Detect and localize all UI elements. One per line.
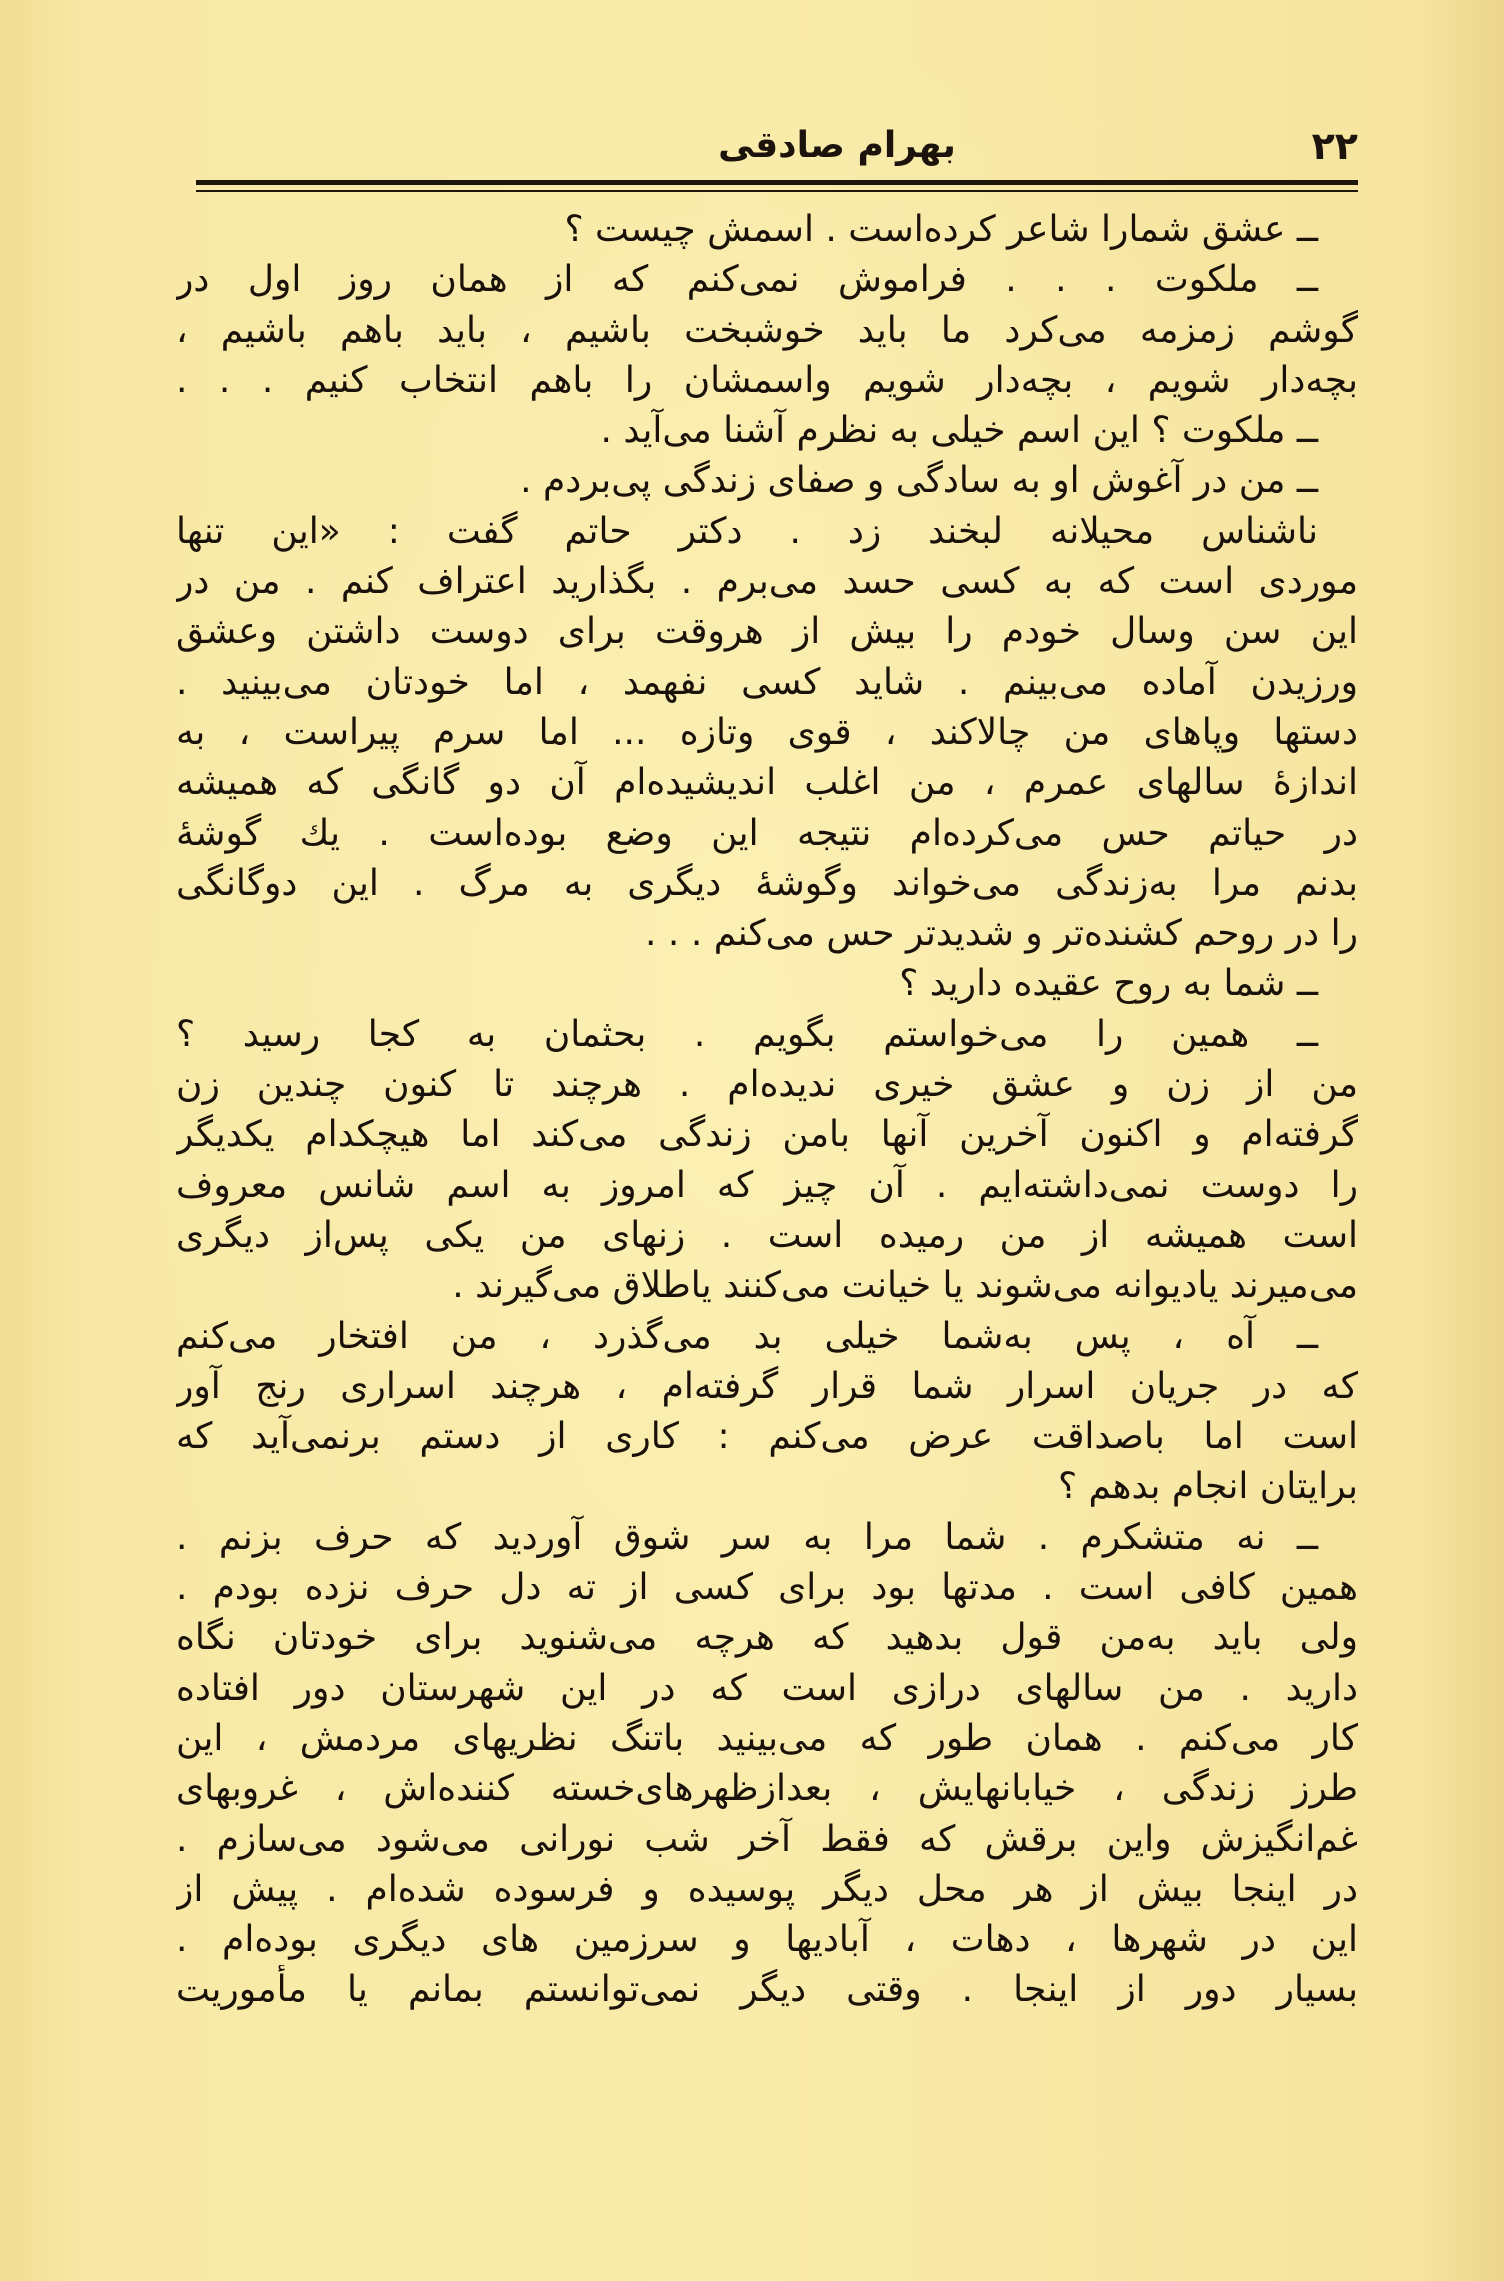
text-line: ــ آه ، پس به‌شما خیلی بد می‌گذرد ، من افتخار می‌کنم: [176, 1315, 1318, 1357]
text-line: در حیاتم حس می‌کرده‌ام نتیجه این وضع بوده‌است . یك گوشهٔ: [176, 812, 1358, 854]
text-line: ــ من در آغوش او به سادگی و صفای زندگی پی‌بردم .: [520, 460, 1318, 502]
text-line: ــ ملکوت ؟ این اسم خیلی به نظرم آشنا می‌آید .: [600, 410, 1318, 452]
text-line: اندازهٔ سالهای عمرم ، من اغلب اندیشیده‌ام آن دو گانگی که همیشه: [176, 762, 1358, 804]
header-rule-thick: [196, 180, 1358, 185]
text-line: طرز زندگی ، خیابانهایش ، بعدازظهرهای‌خسته کننده‌اش ، غروبهای: [176, 1768, 1358, 1810]
text-line: این سن وسال خودم را بیش از هروقت برای دوست داشتن وعشق: [176, 611, 1358, 653]
text-line: در اینجا بیش از هر محل دیگر پوسیده و فرسوده شده‌ام . پیش از: [176, 1868, 1358, 1910]
text-line: می‌میرند یادیوانه می‌شوند یا خیانت می‌کنند یاطلاق می‌گیرند .: [452, 1265, 1358, 1307]
body-text: [176, 205, 1358, 2016]
text-line: گوشم زمزمه می‌کرد ما باید خوشبخت باشیم ، باید باهم باشیم ،: [176, 309, 1358, 351]
text-line: من از زن و عشق خیری ندیده‌ام . هرچند تا کنون چندین زن: [176, 1064, 1358, 1106]
text-line: بدنم مرا به‌زندگی می‌خواند وگوشهٔ دیگری به مرگ . این دوگانگی: [176, 862, 1358, 904]
text-line: ــ نه متشکرم . شما مرا به سر شوق آوردید که حرف بزنم .: [176, 1516, 1318, 1558]
text-line: ورزیدن آماده می‌بینم . شاید کسی نفهمد ، اما خودتان می‌بینید .: [176, 661, 1358, 703]
text-line: که در جریان اسرار شما قرار گرفته‌ام ، هرچند اسراری رنج آور: [176, 1365, 1358, 1407]
text-line: ــ همین را می‌خواستم بگویم . بحثمان به کجا رسید ؟: [176, 1013, 1318, 1055]
text-line: کار می‌کنم . همان طور که می‌بینید باتنگ نظریهای مردمش ، این: [176, 1717, 1358, 1759]
text-line: ــ شما به روح عقیده دارید ؟: [899, 963, 1318, 1005]
text-line: ــ عشق شمارا شاعر کرده‌است . اسمش چیست ؟: [564, 209, 1318, 250]
text-line: را دوست نمی‌داشته‌ایم . آن چیز که امروز به اسم شانس معروف: [176, 1164, 1358, 1206]
text-line: است همیشه از من رمیده است . زنهای من یکی پس‌از دیگری: [176, 1214, 1358, 1256]
text-line: را در روحم کشنده‌تر و شدیدتر حس می‌کنم . . .: [645, 913, 1358, 955]
text-line: این در شهرها ، دهات ، آبادیها و سرزمین های دیگری بوده‌ام .: [176, 1919, 1358, 1961]
text-line: ــ ملکوت . . . فراموش نمی‌کنم که از همان روز اول در: [176, 259, 1318, 301]
running-title: بهرام صادقی: [718, 125, 956, 166]
text-line: موردی است که به کسی حسد می‌برم . بگذارید اعتراف کنم . من در: [176, 561, 1358, 603]
page-number: ۲۲: [1311, 124, 1358, 168]
text-line: همین کافی است . مدتها بود برای کسی از ته دل حرف نزده بودم .: [176, 1567, 1358, 1609]
text-line: بچه‌دار شویم ، بچه‌دار شویم واسمشان را باهم انتخاب کنیم . . .: [176, 359, 1358, 401]
text-line: گرفته‌ام و اکنون آخرین آنها بامن زندگی می‌کند اما هیچکدام یکدیگر: [176, 1114, 1358, 1156]
text-line: برایتان انجام بدهم ؟: [1058, 1466, 1358, 1508]
text-line: ولی باید به‌من قول بدهید که هرچه می‌شنوید برای خودتان نگاه: [176, 1617, 1358, 1659]
text-line: دارید . من سالهای درازی است که در این شهرستان دور افتاده: [176, 1667, 1358, 1709]
text-line: است اما باصداقت عرض می‌کنم : کاری از دستم برنمی‌آید که: [176, 1416, 1358, 1458]
text-line: ناشناس محیلانه لبخند زد . دکتر حاتم گفت : «این تنها: [176, 510, 1318, 552]
text-line: دستها وپاهای من چالاکند ، قوی وتازه ... اما سرم پیراست ، به: [176, 711, 1358, 753]
text-line: بسیار دور از اینجا . وقتی دیگر نمی‌توانستم بمانم یا مأموریت: [176, 1969, 1358, 2011]
header-rule-thin: [196, 190, 1358, 192]
text-line: غم‌انگیزش واین برقش که فقط آخر شب نورانی می‌شود می‌سازم .: [176, 1818, 1358, 1860]
page-header: [196, 118, 1358, 174]
